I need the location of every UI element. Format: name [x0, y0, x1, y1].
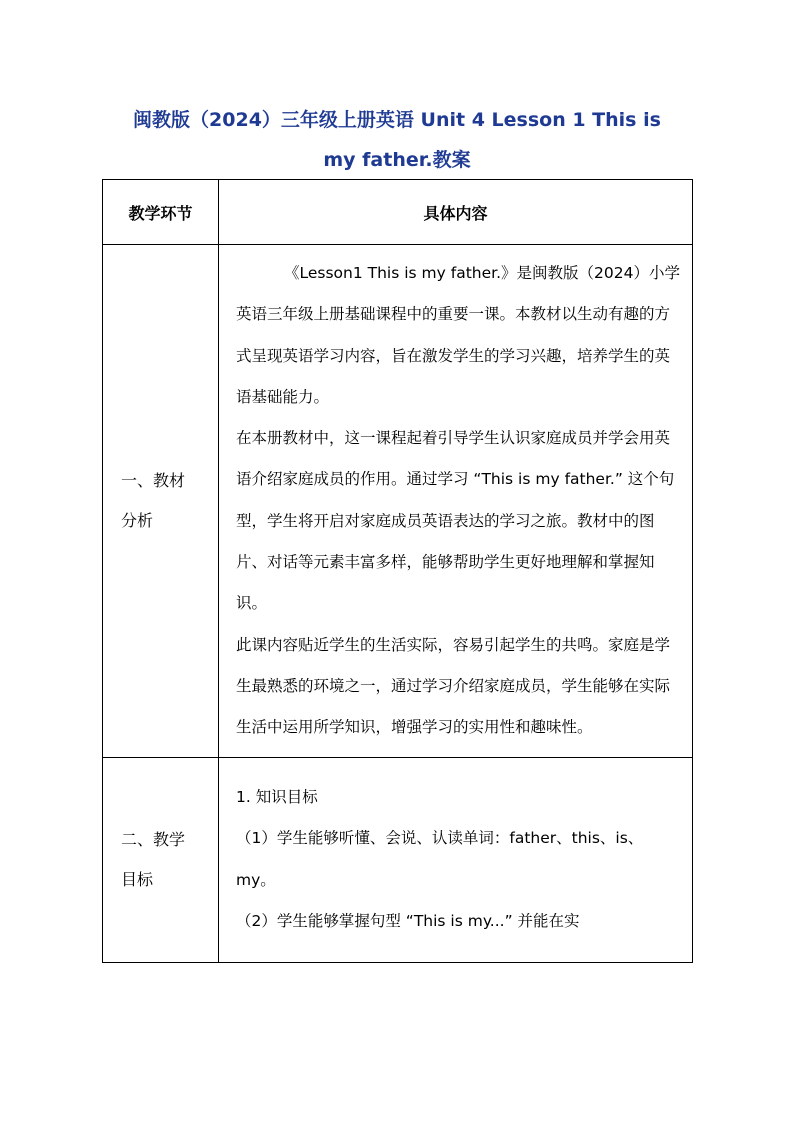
- paragraph: 1. 知识目标: [236, 787, 318, 806]
- header-teaching-stage: 教学环节: [103, 180, 219, 245]
- row-label-material-analysis: [103, 245, 219, 758]
- table-header-row: [103, 180, 693, 245]
- title-line-2: my father.教案: [323, 149, 471, 171]
- row-label-line: 一、教材: [121, 470, 186, 490]
- row-label-line: 分析: [121, 510, 154, 530]
- document-title: [100, 100, 694, 180]
- paragraph: 《Lesson1 This is my father.》是闽教版（2024）小学英语三年级上册基础课程中的重要一课。本教材以生动有趣的方式呈现英语学习内容，旨在激发学生的学习兴趣，培养学生的英语基础能力。: [236, 264, 680, 406]
- row-content-teaching-goals: [219, 757, 693, 962]
- table-row: [103, 757, 693, 962]
- paragraph: 此课内容贴近学生的生活实际，容易引起学生的共鸣。家庭是学生最熟悉的环境之一，通过学习介绍家庭成员，学生能够在实际生活中运用所学知识，增强学习的实用性和趣味性。: [236, 635, 671, 737]
- row-label-teaching-goals: [103, 757, 219, 962]
- paragraph: （2）学生能够掌握句型 “This is my...” 并能在实: [236, 911, 580, 930]
- header-content: 具体内容: [219, 180, 693, 245]
- table-row: [103, 245, 693, 758]
- paragraph: 在本册教材中，这一课程起着引导学生认识家庭成员并学会用英语介绍家庭成员的作用。通过学习 “This is my father.” 这个句型，学生将开启对家庭成员英语表达的学习之旅。教材中的图片、对话等元素丰富多样，能够帮助学生更好地理解和掌握知识。: [236, 429, 675, 613]
- lesson-plan-table: [102, 179, 693, 963]
- row-content-material-analysis: [219, 245, 693, 758]
- row-label-line: 目标: [121, 869, 154, 889]
- title-line-1: 闽教版（2024）三年级上册英语 Unit 4 Lesson 1 This is: [133, 109, 661, 131]
- paragraph: （1）学生能够听懂、会说、认读单词：father、this、is、my。: [236, 829, 644, 889]
- row-label-line: 二、教学: [121, 829, 186, 849]
